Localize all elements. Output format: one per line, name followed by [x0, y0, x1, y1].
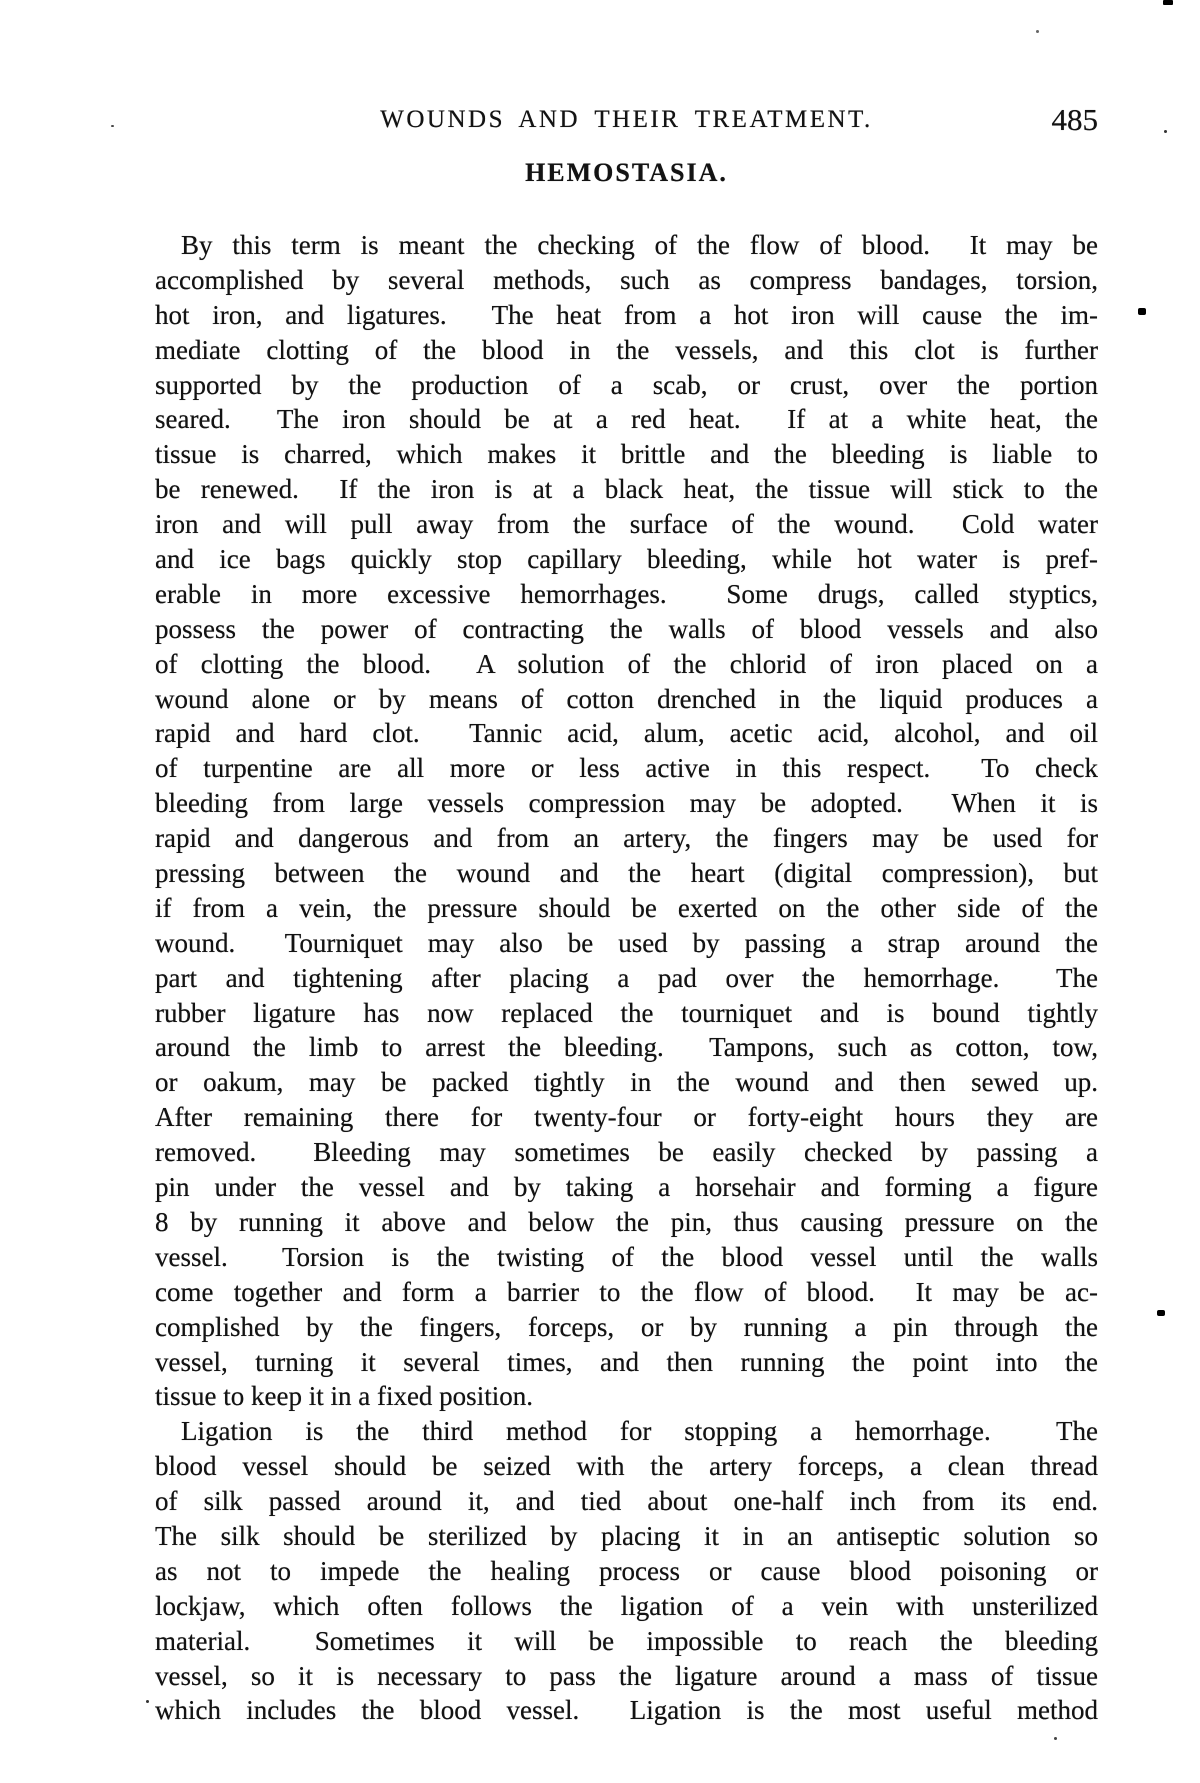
scan-speck: [1054, 1737, 1057, 1740]
text-line: vessel, so it is necessary to pass the ligature around a mass of tissue: [155, 1660, 1098, 1691]
text-line: pressing between the wound and the heart (digital compression), but: [155, 858, 1098, 889]
text-line: rapid and hard clot. Tannic acid, alum, acetic acid, alcohol, and oil: [155, 718, 1098, 749]
text-line: around the limb to arrest the bleeding. Tampons, such as cotton, tow,: [155, 1032, 1098, 1063]
text-line: After remaining there for twenty-four or forty-eight hours they are: [155, 1102, 1098, 1133]
text-line: complished by the fingers, forceps, or by running a pin through the: [155, 1311, 1098, 1342]
text-line: 8 by running it above and below the pin, thus causing pressure on the: [155, 1206, 1098, 1237]
text-line: wound. Tourniquet may also be used by passing a strap around the: [155, 927, 1098, 958]
text-line: of turpentine are all more or less active in this respect. To check: [155, 753, 1098, 784]
text-line: part and tightening after placing a pad over the hemorrhage. The: [155, 962, 1098, 993]
text-line: of silk passed around it, and tied about one-half inch from its end.: [155, 1486, 1098, 1517]
scan-speck: [1164, 130, 1167, 133]
text-line: erable in more excessive hemorrhages. Some drugs, called styptics,: [155, 578, 1098, 609]
page-number: 485: [1051, 102, 1098, 137]
text-line: lockjaw, which often follows the ligation of a vein with unsterilized: [155, 1590, 1098, 1621]
text-line: By this term is meant the checking of the flow of blood. It may be: [181, 230, 1098, 260]
scan-speck: [111, 125, 114, 127]
text-line: possess the power of contracting the walls of blood vessels and also: [155, 613, 1098, 644]
text-line: which includes the blood vessel. Ligation is the most useful method: [155, 1695, 1098, 1726]
text-line: as not to impede the healing process or cause blood poisoning or: [155, 1555, 1098, 1586]
page-header: [155, 102, 1098, 142]
text-line: pin under the vessel and by taking a horsehair and forming a figure: [155, 1172, 1098, 1203]
text-line: mediate clotting of the blood in the vessels, and this clot is further: [155, 334, 1098, 365]
text-line: of clotting the blood. A solution of the chlorid of iron placed on a: [155, 648, 1098, 679]
scan-speck: [1157, 1310, 1165, 1316]
text-line: rapid and dangerous and from an artery, the fingers may be used for: [155, 823, 1098, 854]
section-heading: HEMOSTASIA.: [525, 158, 728, 187]
text-line: The silk should be sterilized by placing it in an antiseptic solution so: [155, 1520, 1098, 1551]
text-line: if from a vein, the pressure should be exerted on the other side of the: [155, 892, 1098, 923]
text-line: tissue is charred, which makes it brittle and the bleeding is liable to: [155, 439, 1098, 470]
text-line: and ice bags quickly stop capillary bleeding, while hot water is pref-: [155, 544, 1098, 575]
text-line: vessel, turning it several times, and then running the point into the: [155, 1346, 1098, 1377]
text-line: material. Sometimes it will be impossible to reach the bleeding: [155, 1625, 1098, 1656]
text-line: vessel. Torsion is the twisting of the blood vessel until the walls: [155, 1241, 1098, 1272]
text-line: seared. The iron should be at a red heat. If at a white heat, the: [155, 404, 1098, 435]
text-line: rubber ligature has now replaced the tourniquet and is bound tightly: [155, 997, 1098, 1028]
text-line: hot iron, and ligatures. The heat from a hot iron will cause the im-: [155, 299, 1098, 330]
text-line: wound alone or by means of cotton drenched in the liquid produces a: [155, 683, 1098, 714]
scan-speck: [146, 1700, 149, 1703]
scan-speck: [1163, 0, 1173, 5]
text-line: blood vessel should be seized with the artery forceps, a clean thread: [155, 1451, 1098, 1482]
text-line: be renewed. If the iron is at a black heat, the tissue will stick to the: [155, 474, 1098, 505]
text-line: bleeding from large vessels compression may be adopted. When it is: [155, 788, 1098, 819]
running-head-title: WOUNDS AND THEIR TREATMENT.: [380, 106, 873, 133]
text-line: iron and will pull away from the surface of the wound. Cold water: [155, 509, 1098, 540]
text-line: come together and form a barrier to the flow of blood. It may be ac-: [155, 1276, 1098, 1307]
text-line: or oakum, may be packed tightly in the wound and then sewed up.: [155, 1067, 1098, 1098]
text-line: supported by the production of a scab, or crust, over the portion: [155, 369, 1098, 400]
scan-speck: [1036, 30, 1039, 33]
text-line: removed. Bleeding may sometimes be easily checked by passing a: [155, 1137, 1098, 1168]
text-line: accomplished by several methods, such as compress bandages, torsion,: [155, 264, 1098, 295]
text-line: Ligation is the third method for stopping a hemorrhage. The: [181, 1416, 1098, 1447]
scan-speck: [1138, 308, 1146, 315]
body-text: [155, 228, 1098, 1728]
text-line: tissue to keep it in a fixed position.: [155, 1381, 533, 1412]
